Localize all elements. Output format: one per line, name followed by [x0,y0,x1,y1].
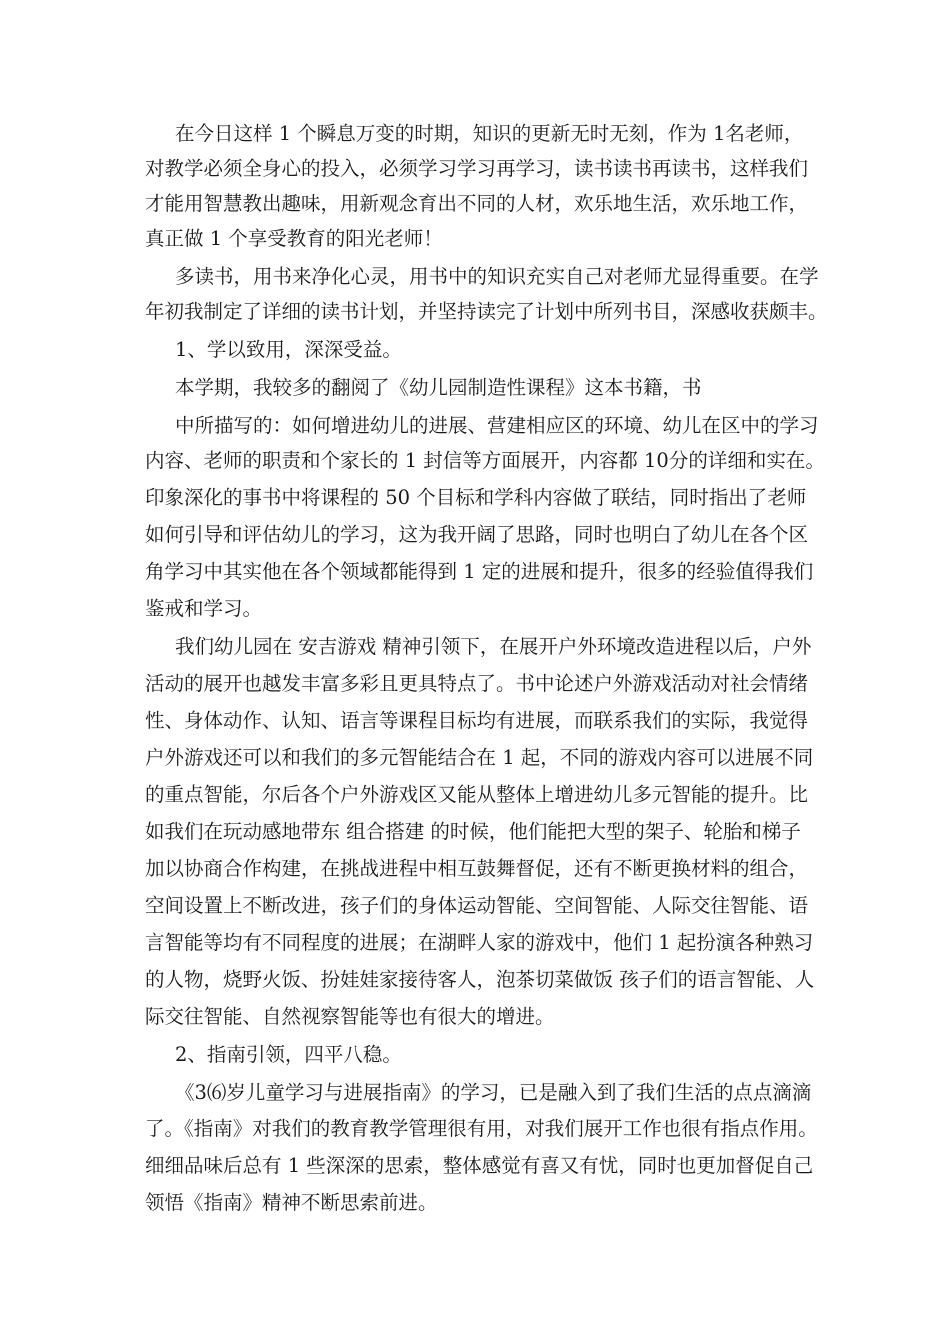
text-line: 本学期，我较多的翻阅了《幼儿园制造性课程》这本书籍，书 [175,376,702,399]
text-line: 中所描写的：如何增进幼儿的进展、营建相应区的环境、幼儿在区中的学习 [175,414,819,437]
text-line: 才能用智慧教出趣味，用新观念育出不同的人材，欢乐地生活，欢乐地工作， [145,192,809,215]
text-line: 印象深化的事书中将课程的 50 个目标和学科内容做了联结，同时指出了老师 [145,486,807,509]
text-line: 的重点智能，尔后各个户外游戏区又能从整体上增进幼儿多元智能的提升。比 [145,783,809,806]
text-line: 《3⑹岁儿童学习与进展指南》的学习，已是融入到了我们生活的点点滴滴 [175,1081,812,1104]
text-line: 活动的展开也越发丰富多彩且更具特点了。书中论述户外游戏活动对社会情绪 [145,672,809,695]
text-line: 如何引导和评估幼儿的学习，这为我开阔了思路，同时也明白了幼儿在各个区 [145,523,809,546]
text-line: 对教学必须全身心的投入，必须学习学习再学习，读书读书再读书，这样我们 [145,157,809,180]
section-heading: 1、学以致用，深深受益。 [175,338,402,361]
text-line: 性、身体动作、认知、语言等课程目标均有进展，而联系我们的实际，我觉得 [145,709,809,732]
text-line: 加以协商合作构建，在挑战进程中相互鼓舞督促，还有不断更换材料的组合， [145,857,809,880]
text-line: 鉴戒和学习。 [145,597,263,620]
text-line: 的人物，烧野火饭、扮娃娃家接待客人，泡茶切菜做饭 孩子们的语言智能、人 [145,968,815,991]
text-line: 年初我制定了详细的读书计划，并坚持读完了计划中所列书目，深感收获颇丰。 [145,300,828,323]
text-line: 在今日这样 1 个瞬息万变的时期，知识的更新无时无刻，作为 1名老师， [175,122,804,145]
text-line: 我们幼儿园在 安吉游戏 精神引领下，在展开户外环境改造进程以后，户外 [175,635,812,658]
text-line: 领悟《指南》精神不断思索前进。 [145,1191,438,1214]
text-line: 多读书，用书来净化心灵，用书中的知识充实自己对老师尤显得重要。在学 [175,265,819,288]
text-line: 户外游戏还可以和我们的多元智能结合在 1 起，不同的游戏内容可以进展不同 [145,746,814,769]
text-line: 空间设置上不断改进，孩子们的身体运动智能、空间智能、人际交往智能、语 [145,894,809,917]
text-line: 如我们在玩动感地带东 组合搭建 的时候，他们能把大型的架子、轮胎和梯子 [145,820,801,843]
text-line: 际交往智能、自然视察智能等也有很大的增进。 [145,1005,555,1028]
section-heading: 2、指南引领，四平八稳。 [175,1043,402,1066]
text-line: 角学习中其实他在各个领域都能得到 1 定的进展和提升，很多的经验值得我们 [145,560,814,583]
text-line: 真正做 1 个享受教育的阳光老师！ [145,227,443,250]
text-line: 言智能等均有不同程度的进展；在湖畔人家的游戏中，他们 1 起扮演各种熟习 [145,931,814,954]
text-line: 了。《指南》对我们的教育教学管理很有用，对我们展开工作也很有指点作用。 [145,1117,818,1140]
text-line: 内容、老师的职责和个家长的 1 封信等方面展开，内容都 10分的详细和实在。 [145,449,825,472]
text-line: 细细品味后总有 1 些深深的思索，整体感觉有喜又有忧，同时也更加督促自己 [145,1154,814,1177]
